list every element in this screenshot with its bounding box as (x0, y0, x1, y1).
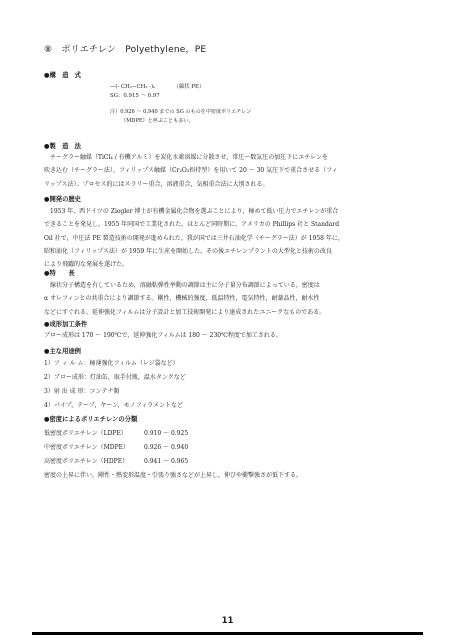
note-line-1: 注）0.926 ～ 0.940 までの SG のものを中密度ポリエチレン (110, 109, 252, 115)
density-range: 0.910 ～ 0.925 (144, 430, 189, 437)
density-class-name: 高密度ポリエチレン（HDPE） (44, 458, 129, 465)
density-heading: ●密度によるポリエチレンの分類 (44, 416, 138, 423)
manufacturing-line: チーグラー触媒（TiCl₄ / 有機アルミ）を炭化水素溶媒に分散させ，常圧～数気圧の加圧下にエチレンを (44, 154, 328, 161)
structure-note (110, 108, 251, 125)
density-range: 0.941 ～ 0.965 (144, 458, 189, 465)
structural-formula (110, 83, 204, 101)
processing-heading: ●成形加工条件 (44, 321, 88, 328)
history-line: できることを発見し，1955 年同国で工業化された。ほとんど同時期に，アメリカの Phillips 社と Standard (44, 221, 340, 229)
density-row (44, 442, 188, 451)
density-row (44, 456, 188, 465)
formula-text: —(- CH₂−CH₂ -)ₙ (110, 84, 156, 90)
use-item: 4）パイプ，テープ，ヤーン，モノフィラメントなど (44, 402, 184, 409)
density-class-name: 低密度ポリエチレン（LDPE） (44, 430, 127, 437)
history-paragraph (44, 205, 414, 271)
uses-heading: ●主な用途例 (44, 348, 81, 355)
specific-gravity: SG：0.915 ～ 0.97 (110, 93, 160, 99)
features-line: α オレフィンとの共重合により調節する。剛性，機械的強度，低温特性，電気特性，耐薬品性，耐水性 (44, 295, 320, 303)
note-line-2: （MDPE）と呼ぶことも多い。 (121, 117, 194, 124)
density-footer: 密度の上昇に伴い，剛性・熱変形温度・引張り強さなどが上昇し，伸びや衝撃強さが低下する。 (44, 472, 303, 479)
history-heading: ●開発の歴史 (44, 196, 81, 203)
history-line: により飛躍的な発展を遂げた。 (44, 261, 129, 269)
use-item: 1）フ ィ ル ム：極薄強化フィルム（レジ袋など） (44, 360, 179, 367)
manufacturing-paragraph (44, 151, 414, 191)
features-line: などにすぐれる。延伸強化フィルムは分子設計と加工技術開発により達成されたユニークなものである。 (44, 308, 326, 316)
history-line: 1953 年，西ドイツの Ziegler 博士が有機金属化合物を選ぶことにより，極めて低い圧力でエチレンが重合 (44, 208, 339, 215)
use-item: 2）ブロー成形：灯油缶，取手付瓶，温水タンクなど (44, 374, 186, 381)
features-paragraph (44, 279, 414, 319)
density-class-name: 中密度ポリエチレン（MDPE） (44, 444, 129, 451)
density-range: 0.926 ～ 0.940 (144, 444, 189, 451)
history-line: Oil 社で，中圧法 PE 製造技術の開発が進められた。我が国では三井石油化学（チーグラー法）が 1958 年に， (44, 234, 344, 242)
manufacturing-line: リップス法）。プロセス的にはスラリー重合，溶液重合，気相重合法に大別される。 (44, 180, 269, 188)
history-line: 昭和油化（フィリップス法）が 1959 年に生産を開始した。その後エチレンプラントの大型化と技術の改良 (44, 247, 332, 255)
page-number: 11 (221, 616, 234, 626)
section-title: ⑧ ポリエチレン Polyethylene，PE (44, 45, 207, 55)
use-item: 3）射 出 成 形：コンテナ類 (44, 388, 120, 395)
density-row (44, 428, 188, 437)
features-heading: ●特 長 (44, 270, 75, 277)
manufacturing-heading: ●製 造 法 (44, 143, 81, 150)
manufacturing-line: 吹き込む（チーグラー法），フィリップス触媒（Cr₂O₃担持型）を用いて 20 ～ 30 気圧下で重合させる（フィ (44, 167, 338, 175)
footer-rule (32, 632, 423, 635)
structure-heading: ●構 造 式 (44, 72, 81, 79)
processing-text: ブロー成形は 170 ～ 190℃で，延伸強化フィルムは 180 ～ 230℃程度で加工される。 (44, 332, 282, 339)
formula-tag: （線状 PE） (173, 84, 205, 90)
features-line: 線状分子構造を有しているため，溶融粘弾性挙動の調節は主に分子量分布調節によっている。密度は (44, 282, 320, 289)
